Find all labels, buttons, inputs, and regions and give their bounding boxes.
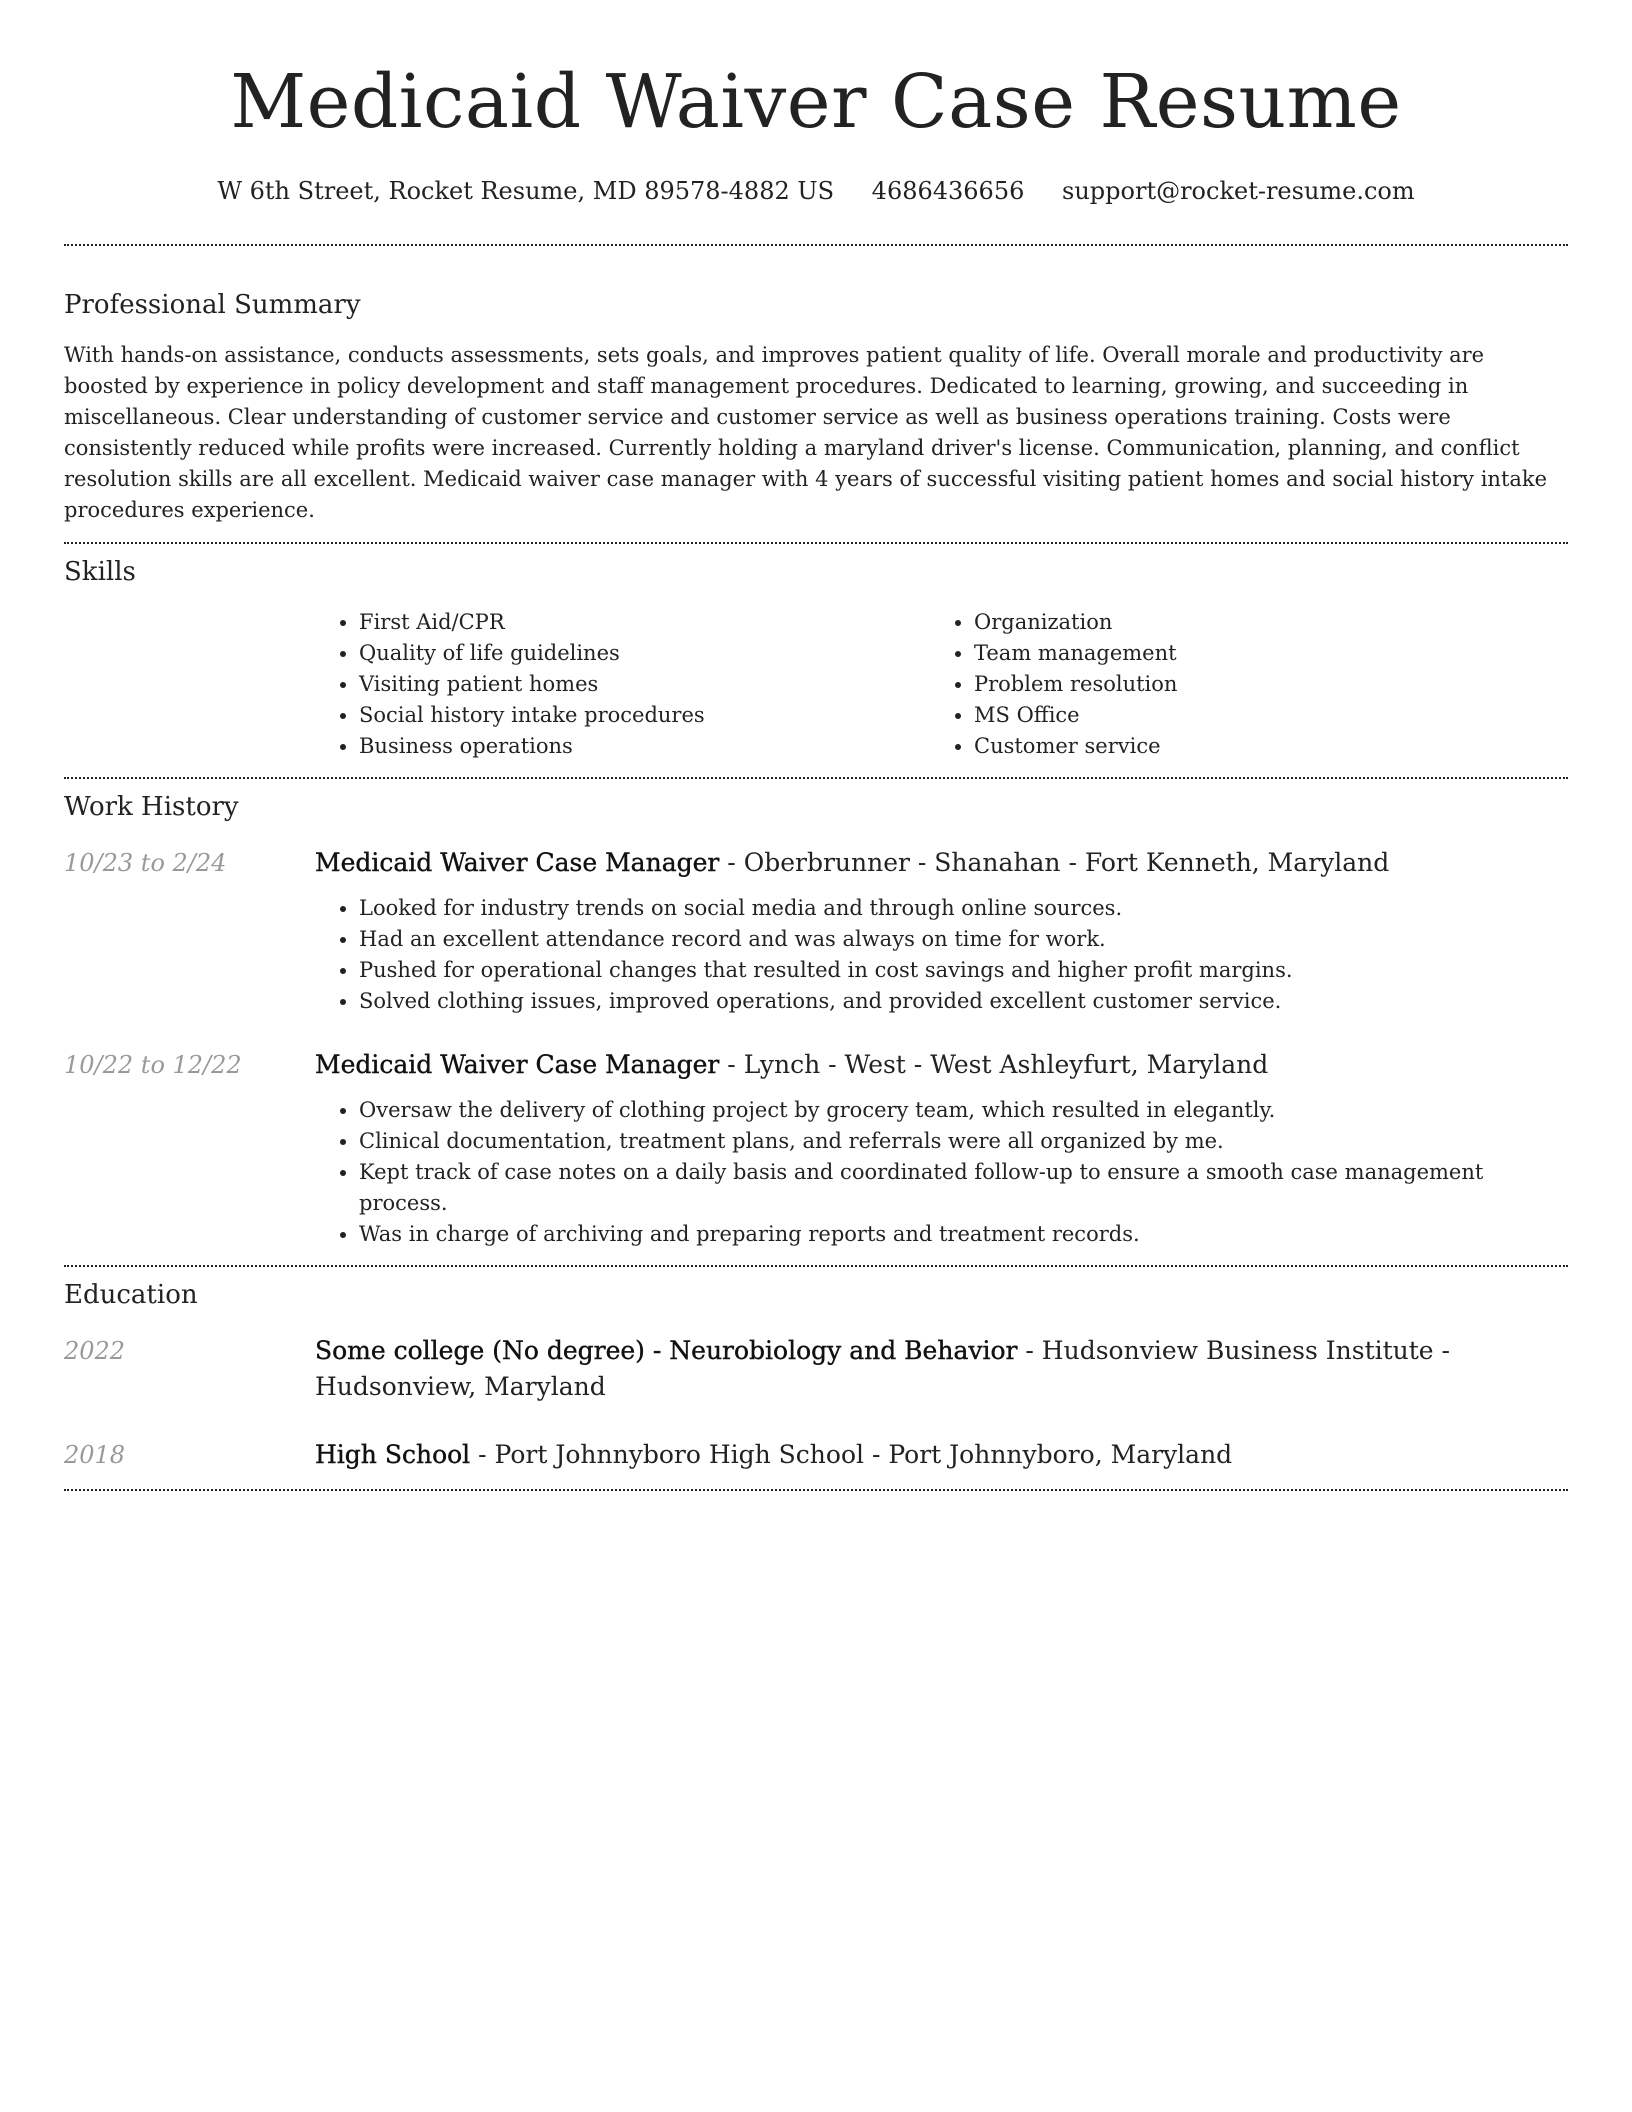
education-degree: Some college (No degree) - Neurobiology and Behavior [315, 1336, 1018, 1365]
contact-phone: 4686436656 [871, 177, 1025, 205]
skills-column-right [930, 607, 1545, 762]
education-year: 2018 [64, 1441, 126, 1469]
contact-line [64, 174, 1568, 208]
skill-item: • MS Office [974, 700, 1545, 731]
job-bullet: • Was in charge of archiving and preparing reports and treatment records. [359, 1219, 1568, 1250]
work-section [64, 789, 1568, 1250]
skills-columns [315, 607, 1568, 762]
skills-heading: Skills [64, 557, 136, 587]
summary-heading: Professional Summary [64, 290, 361, 320]
job-entry [64, 1047, 1568, 1250]
skill-item: • Customer service [974, 731, 1545, 762]
skills-section [64, 554, 1568, 762]
skills-list-left [315, 607, 930, 762]
job-bullet: • Clinical documentation, treatment plans, and referrals were all organized by me. [359, 1126, 1568, 1157]
education-degree: High School [315, 1440, 471, 1469]
job-bullet: • Had an excellent attendance record and was always on time for work. [359, 924, 1568, 955]
skills-list-right [930, 607, 1545, 762]
job-role: Medicaid Waiver Case Manager [315, 848, 720, 877]
education-divider [64, 1489, 1568, 1491]
job-bullet: • Kept track of case notes on a daily basis and coordinated follow-up to ensure a smooth case management process. [359, 1157, 1568, 1219]
skill-item: • Social history intake procedures [359, 700, 930, 731]
skill-item: • Problem resolution [974, 669, 1545, 700]
job-heading [315, 845, 1568, 881]
skill-item: • Quality of life guidelines [359, 638, 930, 669]
education-heading-line [315, 1437, 1568, 1473]
work-divider [64, 1265, 1568, 1267]
job-dates: 10/23 to 2/24 [64, 849, 227, 877]
job-bullet: • Pushed for operational changes that resulted in cost savings and higher profit margins. [359, 955, 1568, 986]
education-heading-line [315, 1333, 1568, 1405]
skill-item: • Business operations [359, 731, 930, 762]
job-entry [64, 845, 1568, 1017]
job-role: Medicaid Waiver Case Manager [315, 1050, 720, 1079]
header-divider [64, 244, 1568, 246]
job-heading [315, 1047, 1568, 1083]
resume-title: Medicaid Waiver Case Resume [230, 59, 1402, 145]
job-bullets [315, 1095, 1568, 1250]
work-heading: Work History [64, 792, 239, 822]
skills-column-left [315, 607, 930, 762]
job-bullets [315, 893, 1568, 1017]
education-entry [64, 1437, 1568, 1473]
skills-divider [64, 777, 1568, 779]
education-details: - Hudsonview Business Institute - Hudsonview, Maryland [315, 1336, 1450, 1401]
contact-email: support@rocket-resume.com [1062, 177, 1415, 205]
job-bullet: • Oversaw the delivery of clothing project by grocery team, which resulted in elegantly. [359, 1095, 1568, 1126]
skill-item: • Visiting patient homes [359, 669, 930, 700]
education-heading: Education [64, 1280, 198, 1310]
summary-text: With hands-on assistance, conducts assessments, sets goals, and improves patient quality of life. Overall morale and productivity are boosted by experience in policy development and staff management procedures. Dedicated to learning, growing, and succeeding in miscellaneous. Clear understanding of customer service and customer service as well as business operations training. Costs were consistently reduced while profits were increased. Currently holding a maryland driver's license. Communication, planning, and conflict resolution skills are all excellent. Medicaid waiver case manager with 4 years of successful visiting patient homes and social history intake procedures experience. [64, 343, 1548, 522]
skill-item: • Organization [974, 607, 1545, 638]
summary-section [64, 287, 1568, 526]
job-content [315, 1047, 1568, 1250]
education-year: 2022 [64, 1337, 126, 1365]
job-bullet: • Looked for industry trends on social media and through online sources. [359, 893, 1568, 924]
job-details: - Oberbrunner - Shanahan - Fort Kenneth, Maryland [719, 848, 1390, 877]
education-details: - Port Johnnyboro High School - Port Johnnyboro, Maryland [470, 1440, 1233, 1469]
summary-divider [64, 542, 1568, 544]
job-bullet: • Solved clothing issues, improved operations, and provided excellent customer service. [359, 986, 1568, 1017]
education-section [64, 1277, 1568, 1473]
education-entry [64, 1333, 1568, 1405]
job-details: - Lynch - West - West Ashleyfurt, Maryland [719, 1050, 1269, 1079]
contact-address: W 6th Street, Rocket Resume, MD 89578-4882 US [217, 177, 835, 205]
job-dates: 10/22 to 12/22 [64, 1051, 242, 1079]
job-content [315, 845, 1568, 1017]
skill-item: • First Aid/CPR [359, 607, 930, 638]
skill-item: • Team management [974, 638, 1545, 669]
